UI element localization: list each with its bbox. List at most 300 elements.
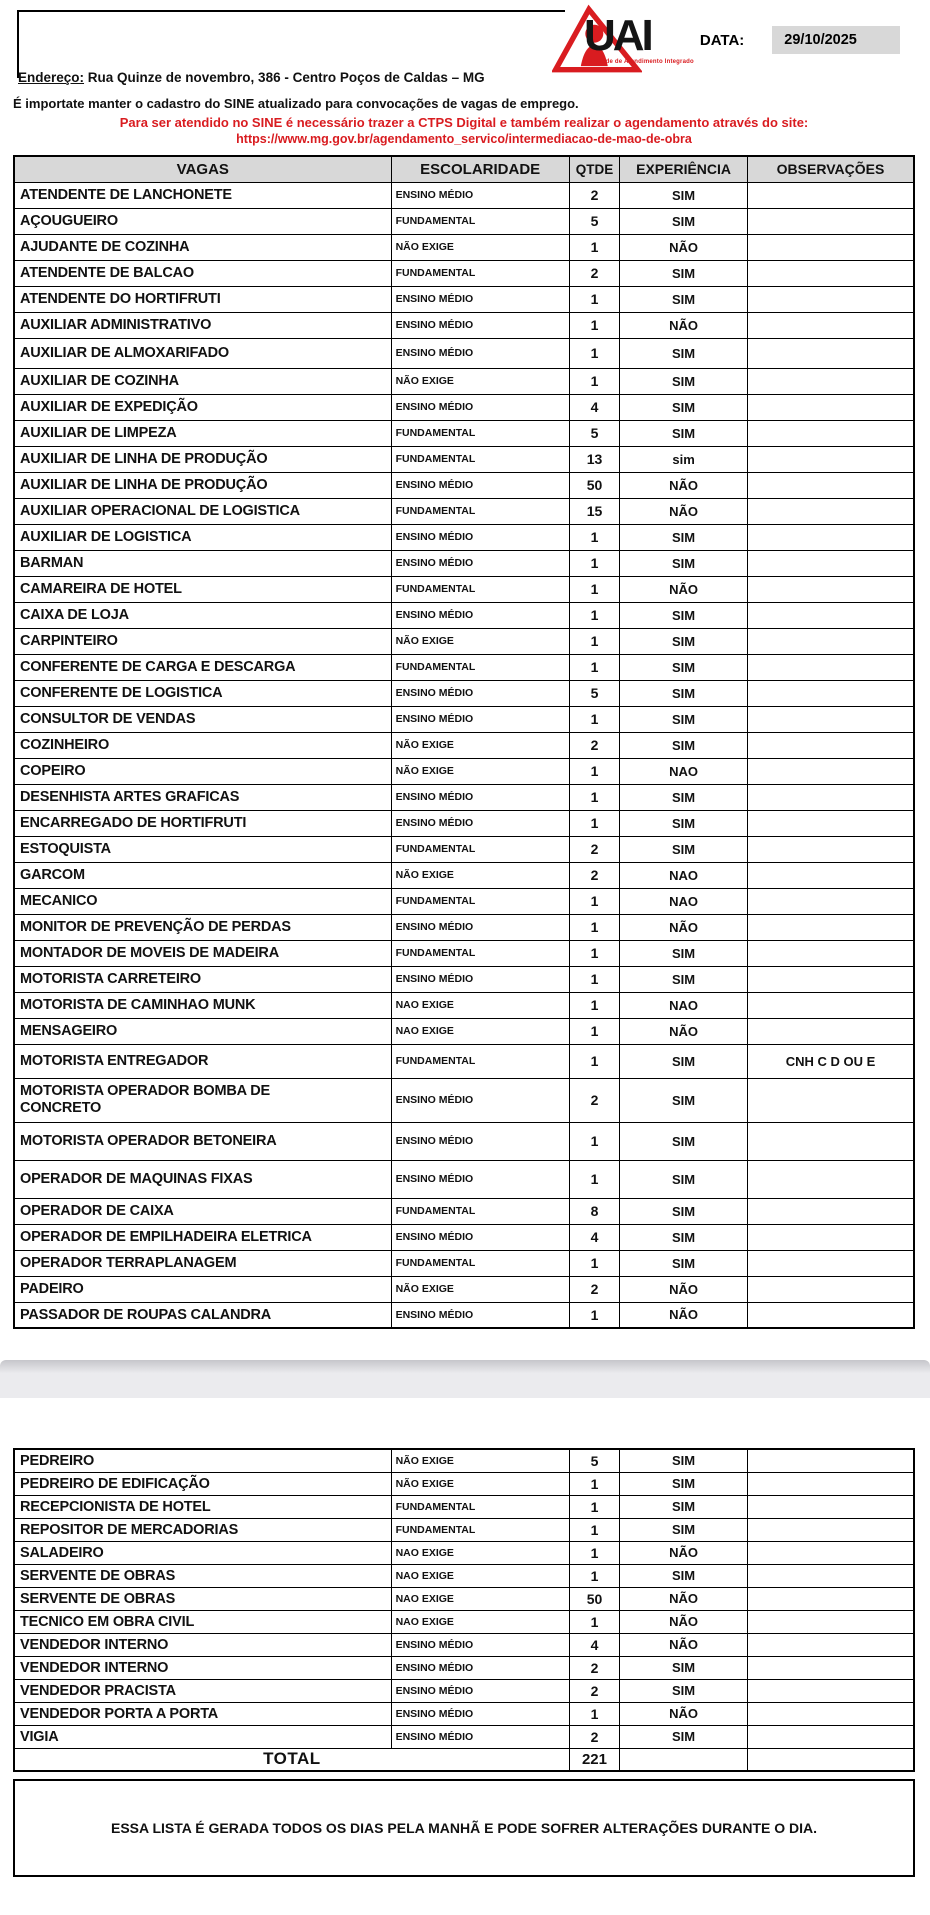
cell-qtde: 1 <box>569 784 619 810</box>
table-row <box>14 1610 914 1633</box>
cell-experiencia: NAO <box>620 862 748 888</box>
cell-experiencia: SIM <box>620 1122 748 1160</box>
cell-qtde: 1 <box>569 1302 619 1328</box>
vacancies-table-page-1 <box>13 155 915 1329</box>
cell-observacoes <box>747 1302 914 1328</box>
table-row <box>14 394 914 420</box>
cell-qtde: 5 <box>569 680 619 706</box>
cell-observacoes <box>747 810 914 836</box>
cell-experiencia: SIM <box>620 940 748 966</box>
table-row <box>14 992 914 1018</box>
cell-qtde: 1 <box>569 338 619 368</box>
cell-observacoes <box>747 182 914 208</box>
cell-experiencia: NÃO <box>620 914 748 940</box>
cell-observacoes <box>747 394 914 420</box>
cell-observacoes <box>747 888 914 914</box>
cell-experiencia: NÃO <box>620 472 748 498</box>
table-row <box>14 862 914 888</box>
cell-vaga: AUXILIAR ADMINISTRATIVO <box>14 312 391 338</box>
cell-experiencia: SIM <box>620 706 748 732</box>
address-value: Rua Quinze de novembro, 386 - Centro Poços de Caldas – MG <box>84 70 485 85</box>
table-row <box>14 1541 914 1564</box>
cell-observacoes <box>747 1160 914 1198</box>
table-row <box>14 1122 914 1160</box>
cell-observacoes <box>747 550 914 576</box>
cell-escolaridade: ENSINO MÉDIO <box>391 312 569 338</box>
cell-escolaridade: NÃO EXIGE <box>391 732 569 758</box>
cell-vaga: AUXILIAR DE LIMPEZA <box>14 420 391 446</box>
cell-experiencia: SIM <box>620 654 748 680</box>
cell-vaga: CONFERENTE DE CARGA E DESCARGA <box>14 654 391 680</box>
header-left-rule <box>17 10 19 78</box>
table-row <box>14 1276 914 1302</box>
cell-experiencia: NÃO <box>620 1702 748 1725</box>
cell-escolaridade: NAO EXIGE <box>391 1018 569 1044</box>
cell-escolaridade: NÃO EXIGE <box>391 1449 569 1472</box>
cell-qtde: 2 <box>569 1656 619 1679</box>
table-row <box>14 1725 914 1748</box>
vacancies-table-page-2 <box>13 1448 915 1772</box>
cell-observacoes <box>747 992 914 1018</box>
total-label: TOTAL <box>14 1748 569 1771</box>
sine-alert-url: https://www.mg.gov.br/agendamento_servico/intermediacao-de-mao-de-obra <box>236 132 692 146</box>
cell-experiencia: SIM <box>620 260 748 286</box>
cell-experiencia: NÃO <box>620 312 748 338</box>
cell-observacoes <box>747 1564 914 1587</box>
cell-escolaridade: NÃO EXIGE <box>391 1472 569 1495</box>
table-row <box>14 1018 914 1044</box>
table-row <box>14 966 914 992</box>
cell-escolaridade: NÃO EXIGE <box>391 234 569 260</box>
cell-observacoes <box>747 1250 914 1276</box>
cell-escolaridade: NAO EXIGE <box>391 992 569 1018</box>
cell-escolaridade: ENSINO MÉDIO <box>391 1160 569 1198</box>
cell-escolaridade: ENSINO MÉDIO <box>391 182 569 208</box>
cell-observacoes <box>747 524 914 550</box>
cell-qtde: 1 <box>569 940 619 966</box>
cell-experiencia: SIM <box>620 208 748 234</box>
cell-observacoes <box>747 234 914 260</box>
cell-escolaridade: FUNDAMENTAL <box>391 1198 569 1224</box>
cell-observacoes <box>747 338 914 368</box>
cell-vaga: VENDEDOR INTERNO <box>14 1633 391 1656</box>
cell-experiencia: SIM <box>620 286 748 312</box>
column-header-qtde: QTDE <box>569 156 619 182</box>
cell-escolaridade: ENSINO MÉDIO <box>391 966 569 992</box>
address-line <box>18 70 485 85</box>
cell-observacoes <box>747 1495 914 1518</box>
cell-escolaridade: NÃO EXIGE <box>391 862 569 888</box>
cell-experiencia: SIM <box>620 1160 748 1198</box>
cell-escolaridade: ENSINO MÉDIO <box>391 706 569 732</box>
cell-observacoes <box>747 1198 914 1224</box>
cell-vaga: COZINHEIRO <box>14 732 391 758</box>
cell-escolaridade: ENSINO MÉDIO <box>391 472 569 498</box>
cell-experiencia: SIM <box>620 1656 748 1679</box>
logo-text: UAI <box>584 11 651 60</box>
cell-observacoes <box>747 654 914 680</box>
table-row <box>14 182 914 208</box>
cell-experiencia: SIM <box>620 1449 748 1472</box>
cell-qtde: 5 <box>569 420 619 446</box>
cell-experiencia: SIM <box>620 524 748 550</box>
cell-observacoes <box>747 1587 914 1610</box>
cell-experiencia: SIM <box>620 338 748 368</box>
cell-escolaridade: ENSINO MÉDIO <box>391 810 569 836</box>
address-label: Endereço: <box>18 70 85 85</box>
uai-logo <box>552 4 900 76</box>
cell-observacoes <box>747 758 914 784</box>
column-header-vagas: VAGAS <box>14 156 391 182</box>
cell-escolaridade: ENSINO MÉDIO <box>391 394 569 420</box>
cell-escolaridade: ENSINO MÉDIO <box>391 550 569 576</box>
total-observacoes-empty <box>747 1748 914 1771</box>
cell-qtde: 1 <box>569 234 619 260</box>
cell-observacoes <box>747 1633 914 1656</box>
cell-qtde: 2 <box>569 836 619 862</box>
cell-experiencia: SIM <box>620 628 748 654</box>
cell-experiencia: SIM <box>620 602 748 628</box>
cell-observacoes <box>747 1449 914 1472</box>
cell-vaga: VIGIA <box>14 1725 391 1748</box>
cell-observacoes <box>747 312 914 338</box>
table-row <box>14 602 914 628</box>
cell-qtde: 2 <box>569 1725 619 1748</box>
table-row <box>14 234 914 260</box>
table-row <box>14 1587 914 1610</box>
table-row <box>14 576 914 602</box>
cell-qtde: 4 <box>569 1224 619 1250</box>
cell-vaga: AJUDANTE DE COZINHA <box>14 234 391 260</box>
cell-experiencia: SIM <box>620 368 748 394</box>
table-row <box>14 1302 914 1328</box>
cell-escolaridade: ENSINO MÉDIO <box>391 524 569 550</box>
cell-experiencia: NÃO <box>620 1302 748 1328</box>
table-row <box>14 208 914 234</box>
cell-qtde: 2 <box>569 732 619 758</box>
table-row <box>14 260 914 286</box>
cell-vaga: SERVENTE DE OBRAS <box>14 1564 391 1587</box>
cell-observacoes <box>747 1518 914 1541</box>
cell-observacoes <box>747 914 914 940</box>
cell-observacoes <box>747 472 914 498</box>
cell-qtde: 50 <box>569 1587 619 1610</box>
cell-experiencia: SIM <box>620 732 748 758</box>
cell-vaga: RECEPCIONISTA DE HOTEL <box>14 1495 391 1518</box>
date-value: 29/10/2025 <box>772 26 900 54</box>
cell-escolaridade: FUNDAMENTAL <box>391 654 569 680</box>
cell-escolaridade: FUNDAMENTAL <box>391 208 569 234</box>
table-row <box>14 472 914 498</box>
cell-vaga: CARPINTEIRO <box>14 628 391 654</box>
table-row <box>14 888 914 914</box>
table-row <box>14 1495 914 1518</box>
cell-escolaridade: FUNDAMENTAL <box>391 576 569 602</box>
cell-escolaridade: NAO EXIGE <box>391 1541 569 1564</box>
total-experiencia-empty <box>620 1748 748 1771</box>
cell-experiencia: NÃO <box>620 234 748 260</box>
logo-subtitle: Unidade de Atendimento Integrado <box>588 59 694 65</box>
footer-note: ESSA LISTA É GERADA TODOS OS DIAS PELA MANHÃ E PODE SOFRER ALTERAÇÕES DURANTE O DIA. <box>13 1779 915 1877</box>
cell-qtde: 1 <box>569 368 619 394</box>
cell-observacoes <box>747 260 914 286</box>
cell-vaga: MOTORISTA DE CAMINHAO MUNK <box>14 992 391 1018</box>
cell-experiencia: SIM <box>620 1044 748 1078</box>
cell-observacoes <box>747 862 914 888</box>
cell-escolaridade: FUNDAMENTAL <box>391 1518 569 1541</box>
cell-qtde: 1 <box>569 524 619 550</box>
cell-vaga: OPERADOR DE CAIXA <box>14 1198 391 1224</box>
table-row <box>14 550 914 576</box>
cell-vaga: MENSAGEIRO <box>14 1018 391 1044</box>
cell-escolaridade: ENSINO MÉDIO <box>391 1656 569 1679</box>
cell-vaga: AÇOUGUEIRO <box>14 208 391 234</box>
cell-escolaridade: ENSINO MÉDIO <box>391 914 569 940</box>
cell-qtde: 1 <box>569 1160 619 1198</box>
cell-experiencia: NÃO <box>620 1633 748 1656</box>
cell-experiencia: SIM <box>620 1518 748 1541</box>
cell-qtde: 50 <box>569 472 619 498</box>
cell-qtde: 1 <box>569 706 619 732</box>
table-row <box>14 810 914 836</box>
cell-vaga: AUXILIAR OPERACIONAL DE LOGISTICA <box>14 498 391 524</box>
cell-qtde: 2 <box>569 1078 619 1122</box>
table-row <box>14 1078 914 1122</box>
table-header-row <box>14 156 914 182</box>
table-row <box>14 368 914 394</box>
cell-experiencia: SIM <box>620 1198 748 1224</box>
table-row <box>14 732 914 758</box>
cell-observacoes: CNH C D OU E <box>747 1044 914 1078</box>
table-row <box>14 1633 914 1656</box>
table-row <box>14 338 914 368</box>
cell-observacoes <box>747 420 914 446</box>
cell-qtde: 1 <box>569 914 619 940</box>
cell-escolaridade: NAO EXIGE <box>391 1610 569 1633</box>
cell-qtde: 15 <box>569 498 619 524</box>
cell-escolaridade: FUNDAMENTAL <box>391 1044 569 1078</box>
column-header-observacoes: OBSERVAÇÕES <box>747 156 914 182</box>
cell-experiencia: sim <box>620 446 748 472</box>
cell-observacoes <box>747 1656 914 1679</box>
cell-qtde: 1 <box>569 1610 619 1633</box>
cell-observacoes <box>747 1122 914 1160</box>
cell-observacoes <box>747 286 914 312</box>
header-top-rule <box>17 10 565 12</box>
cell-observacoes <box>747 966 914 992</box>
cell-escolaridade: FUNDAMENTAL <box>391 498 569 524</box>
cell-qtde: 1 <box>569 1564 619 1587</box>
cell-vaga: VENDEDOR PRACISTA <box>14 1679 391 1702</box>
cell-vaga: DESENHISTA ARTES GRAFICAS <box>14 784 391 810</box>
cell-vaga: SERVENTE DE OBRAS <box>14 1587 391 1610</box>
cell-qtde: 1 <box>569 550 619 576</box>
cell-observacoes <box>747 706 914 732</box>
cell-experiencia: SIM <box>620 550 748 576</box>
cell-experiencia: SIM <box>620 680 748 706</box>
cell-vaga: MOTORISTA OPERADOR BETONEIRA <box>14 1122 391 1160</box>
table-row <box>14 1679 914 1702</box>
cell-experiencia: SIM <box>620 966 748 992</box>
cell-vaga: CAIXA DE LOJA <box>14 602 391 628</box>
cell-escolaridade: ENSINO MÉDIO <box>391 1302 569 1328</box>
cell-vaga: SALADEIRO <box>14 1541 391 1564</box>
table-row <box>14 654 914 680</box>
cell-observacoes <box>747 498 914 524</box>
cell-qtde: 13 <box>569 446 619 472</box>
cell-escolaridade: ENSINO MÉDIO <box>391 1224 569 1250</box>
cell-qtde: 1 <box>569 758 619 784</box>
cell-vaga: REPOSITOR DE MERCADORIAS <box>14 1518 391 1541</box>
cell-vaga: MOTORISTA OPERADOR BOMBA DE CONCRETO <box>14 1078 391 1122</box>
cell-vaga: MOTORISTA CARRETEIRO <box>14 966 391 992</box>
cell-experiencia: NAO <box>620 888 748 914</box>
cell-escolaridade: FUNDAMENTAL <box>391 888 569 914</box>
cell-observacoes <box>747 732 914 758</box>
cell-vaga: ATENDENTE DE BALCAO <box>14 260 391 286</box>
date-label: DATA: <box>699 32 745 49</box>
cell-observacoes <box>747 1725 914 1748</box>
cell-experiencia: SIM <box>620 1495 748 1518</box>
cell-qtde: 2 <box>569 862 619 888</box>
cell-experiencia: NAO <box>620 992 748 1018</box>
cell-qtde: 4 <box>569 1633 619 1656</box>
cell-experiencia: NÃO <box>620 1610 748 1633</box>
cell-escolaridade: ENSINO MÉDIO <box>391 1679 569 1702</box>
cell-escolaridade: ENSINO MÉDIO <box>391 602 569 628</box>
cell-vaga: AUXILIAR DE LOGISTICA <box>14 524 391 550</box>
table-row <box>14 498 914 524</box>
cell-escolaridade: NÃO EXIGE <box>391 628 569 654</box>
cell-vaga: CAMAREIRA DE HOTEL <box>14 576 391 602</box>
cell-vaga: AUXILIAR DE COZINHA <box>14 368 391 394</box>
cell-experiencia: SIM <box>620 1078 748 1122</box>
cell-vaga: VENDEDOR PORTA A PORTA <box>14 1702 391 1725</box>
cell-escolaridade: NAO EXIGE <box>391 1564 569 1587</box>
column-header-escolaridade: ESCOLARIDADE <box>391 156 569 182</box>
cell-observacoes <box>747 368 914 394</box>
cell-escolaridade: ENSINO MÉDIO <box>391 784 569 810</box>
cell-experiencia: SIM <box>620 1725 748 1748</box>
sine-alert-text: Para ser atendido no SINE é necessário trazer a CTPS Digital e também realizar o agendamento através do site: <box>119 115 809 130</box>
cell-qtde: 1 <box>569 286 619 312</box>
cell-observacoes <box>747 628 914 654</box>
cell-escolaridade: FUNDAMENTAL <box>391 1495 569 1518</box>
cell-vaga: PADEIRO <box>14 1276 391 1302</box>
cell-vaga: PEDREIRO <box>14 1449 391 1472</box>
cell-observacoes <box>747 1472 914 1495</box>
cell-qtde: 1 <box>569 1541 619 1564</box>
cell-vaga: MECANICO <box>14 888 391 914</box>
cell-observacoes <box>747 576 914 602</box>
cell-vaga: BARMAN <box>14 550 391 576</box>
table-row <box>14 1472 914 1495</box>
cell-experiencia: SIM <box>620 1250 748 1276</box>
cell-vaga: TECNICO EM OBRA CIVIL <box>14 1610 391 1633</box>
table-row <box>14 914 914 940</box>
cell-experiencia: SIM <box>620 394 748 420</box>
cell-observacoes <box>747 1541 914 1564</box>
cell-vaga: AUXILIAR DE LINHA DE PRODUÇÃO <box>14 446 391 472</box>
cell-escolaridade: FUNDAMENTAL <box>391 836 569 862</box>
total-qtde: 221 <box>569 1748 619 1771</box>
cell-qtde: 1 <box>569 576 619 602</box>
cell-experiencia: NÃO <box>620 1018 748 1044</box>
table-row <box>14 758 914 784</box>
cell-qtde: 1 <box>569 312 619 338</box>
table-row <box>14 446 914 472</box>
cell-observacoes <box>747 1018 914 1044</box>
cell-escolaridade: ENSINO MÉDIO <box>391 1122 569 1160</box>
cell-vaga: AUXILIAR DE EXPEDIÇÃO <box>14 394 391 420</box>
cell-observacoes <box>747 836 914 862</box>
table-row <box>14 312 914 338</box>
cell-observacoes <box>747 1679 914 1702</box>
table-row <box>14 420 914 446</box>
cell-experiencia: NÃO <box>620 576 748 602</box>
cell-escolaridade: ENSINO MÉDIO <box>391 286 569 312</box>
cell-experiencia: SIM <box>620 836 748 862</box>
column-header-experiencia: EXPERIÊNCIA <box>620 156 748 182</box>
cell-experiencia: NÃO <box>620 498 748 524</box>
cell-qtde: 1 <box>569 966 619 992</box>
cell-qtde: 1 <box>569 1250 619 1276</box>
cell-qtde: 1 <box>569 654 619 680</box>
cell-qtde: 1 <box>569 1044 619 1078</box>
table-row <box>14 784 914 810</box>
cell-vaga: MOTORISTA ENTREGADOR <box>14 1044 391 1078</box>
cell-escolaridade: NÃO EXIGE <box>391 368 569 394</box>
table-row <box>14 1449 914 1472</box>
cell-experiencia: NÃO <box>620 1541 748 1564</box>
cell-qtde: 1 <box>569 810 619 836</box>
cell-qtde: 2 <box>569 1679 619 1702</box>
table-row <box>14 706 914 732</box>
cell-escolaridade: FUNDAMENTAL <box>391 1250 569 1276</box>
cell-qtde: 1 <box>569 1472 619 1495</box>
cell-experiencia: SIM <box>620 1472 748 1495</box>
cell-experiencia: NAO <box>620 758 748 784</box>
table-row <box>14 1198 914 1224</box>
cell-vaga: CONSULTOR DE VENDAS <box>14 706 391 732</box>
cell-experiencia: SIM <box>620 1224 748 1250</box>
cell-qtde: 1 <box>569 602 619 628</box>
table-row <box>14 628 914 654</box>
cell-escolaridade: ENSINO MÉDIO <box>391 680 569 706</box>
cell-qtde: 5 <box>569 1449 619 1472</box>
cell-observacoes <box>747 602 914 628</box>
cell-qtde: 1 <box>569 1702 619 1725</box>
table-row <box>14 680 914 706</box>
cell-vaga: GARCOM <box>14 862 391 888</box>
cell-escolaridade: ENSINO MÉDIO <box>391 338 569 368</box>
cell-escolaridade: NAO EXIGE <box>391 1587 569 1610</box>
cell-escolaridade: NÃO EXIGE <box>391 758 569 784</box>
cell-observacoes <box>747 784 914 810</box>
cell-experiencia: NÃO <box>620 1587 748 1610</box>
cell-escolaridade: FUNDAMENTAL <box>391 420 569 446</box>
table-row <box>14 836 914 862</box>
cell-qtde: 1 <box>569 628 619 654</box>
table-row <box>14 1564 914 1587</box>
cell-experiencia: SIM <box>620 784 748 810</box>
table-row <box>14 1160 914 1198</box>
cell-vaga: PASSADOR DE ROUPAS CALANDRA <box>14 1302 391 1328</box>
cell-qtde: 1 <box>569 1018 619 1044</box>
cell-vaga: CONFERENTE DE LOGISTICA <box>14 680 391 706</box>
cell-observacoes <box>747 446 914 472</box>
cell-vaga: ENCARREGADO DE HORTIFRUTI <box>14 810 391 836</box>
